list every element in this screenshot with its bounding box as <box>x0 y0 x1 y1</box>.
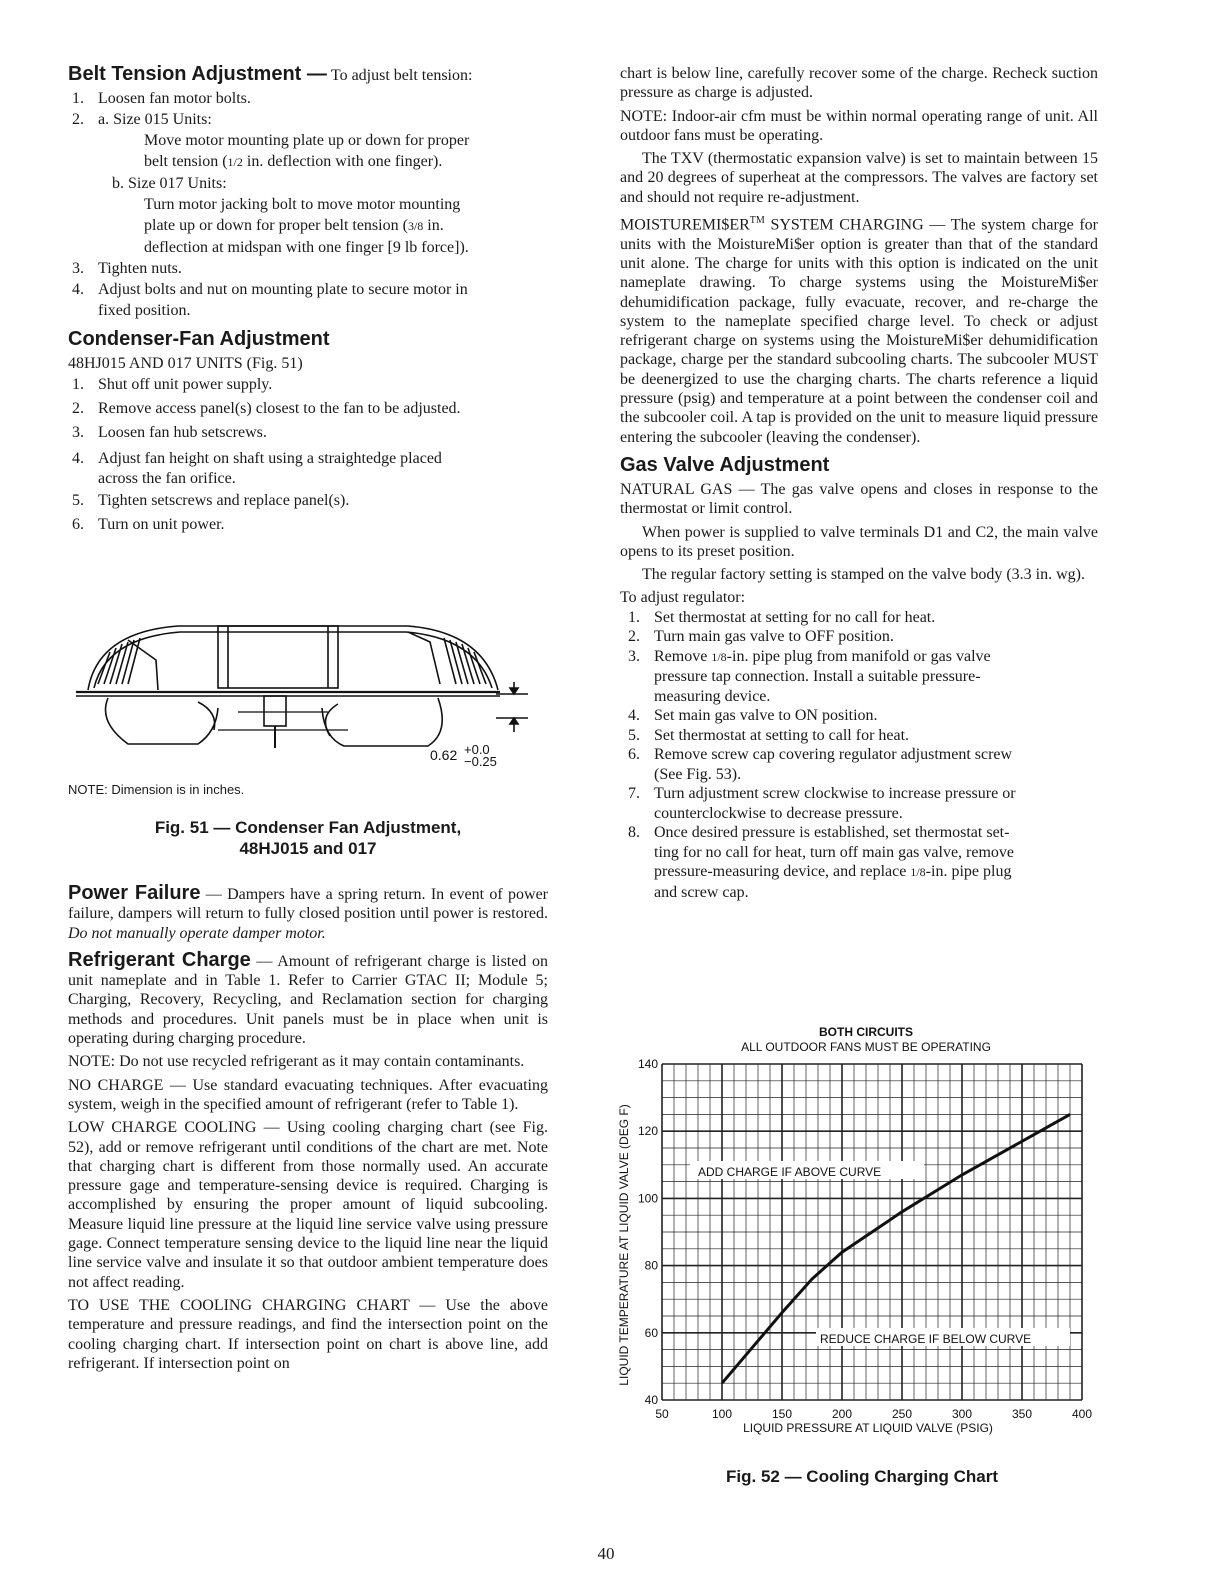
left-lower-text <box>68 884 548 1377</box>
fig51-caption-line1: Fig. 51 — Condenser Fan Adjustment, <box>154 818 462 837</box>
belt-step-4a: Adjust bolts and nut on mounting plate to secure motor in <box>98 281 468 298</box>
belt-step-2a-text1: Move motor mounting plate up or down for proper <box>144 132 470 149</box>
y-tick-label: 80 <box>644 1258 658 1273</box>
fraction-eighth-2: 1/8 <box>910 865 926 880</box>
fraction-half: 1/2 <box>227 155 243 169</box>
chart-ylabel: LIQUID TEMPERATURE AT LIQUID VALVE (DEG F) <box>617 1104 631 1386</box>
x-tick-label: 350 <box>1011 1407 1033 1421</box>
low-charge-paragraph: LOW CHARGE COOLING — Using cooling charging chart (see Fig. 52), add or remove refrigerant until conditions of the chart are met. Note that charging chart is different from those normally used. An accurate pressure gage and temperature-sensing device is required. Charging is accomplished by ensuring the proper amount of liquid subcooling. Measure liquid line pressure at the liquid line service valve using pressure gage. Connect temperature sensing device to the liquid line near the liquid line service valve and insulate it so that outdoor ambient temperature does not affect reading. <box>68 1119 548 1291</box>
belt-tension-intro: To adjust belt tension: <box>330 67 473 84</box>
condenser-fan-section <box>68 327 548 536</box>
to-use-chart-paragraph: TO USE THE COOLING CHARGING CHART — Use the above temperature and pressure readings, and find the intersection point on the cooling charging chart. If intersection point on chart is above line, add refrigerant. If intersection point on <box>68 1296 548 1372</box>
valve-power-paragraph: When power is supplied to valve terminals D1 and C2, the main valve opens to its preset position. <box>620 523 1098 560</box>
belt-step-2b-text3: in. <box>423 217 444 234</box>
gas-step-3a: Remove <box>654 647 712 665</box>
condenser-step-4b: across the fan orifice. <box>98 470 236 488</box>
right-continuation: chart is below line, carefully recover some of the charge. Recheck suction pressure as charge is adjusted. <box>620 65 1098 102</box>
gas-valve-heading: Gas Valve Adjustment <box>620 453 830 476</box>
gas-step-8e: and screw cap. <box>654 883 749 901</box>
y-tick-label: 100 <box>637 1191 658 1206</box>
power-failure-paragraph <box>68 884 548 943</box>
y-tick-label: 140 <box>637 1057 658 1071</box>
indoor-air-note: NOTE: Indoor-air cfm must be within normal operating range of unit. All outdoor fans must be operating. <box>620 107 1098 144</box>
trademark-mark: TM <box>749 215 765 227</box>
y-tick-label: 60 <box>644 1325 658 1340</box>
gas-step-1: Set thermostat at setting for no call for heat. <box>654 608 936 626</box>
natural-gas-paragraph: NATURAL GAS — The gas valve opens and closes in response to the thermostat or limit control. <box>620 480 1098 518</box>
gas-step-6a: Remove screw cap covering regulator adjustment screw <box>654 746 1013 764</box>
moisturemiser-paragraph <box>620 211 1098 447</box>
condenser-step-3: Loosen fan hub setscrews. <box>98 424 267 442</box>
condenser-step-2: Remove access panel(s) closest to the fan to be adjusted. <box>98 400 461 418</box>
x-tick-label: 150 <box>771 1407 793 1421</box>
y-tick-label: 120 <box>637 1124 658 1139</box>
belt-tension-heading: Belt Tension Adjustment — <box>68 63 327 85</box>
condenser-fan-subtitle: 48HJ015 AND 017 UNITS (Fig. 51) <box>68 355 303 372</box>
x-tick-label: 300 <box>951 1407 973 1421</box>
gas-step-8a: Once desired pressure is established, set thermostat set- <box>654 824 1010 842</box>
adjust-regulator-intro: To adjust regulator: <box>620 589 746 607</box>
fraction-three-eighths: 3/8 <box>407 219 424 233</box>
gas-step-2: Turn main gas valve to OFF position. <box>654 628 894 646</box>
condenser-step-6: Turn on unit power. <box>98 516 225 534</box>
condenser-step-5: Tighten setscrews and replace panel(s). <box>98 492 350 510</box>
power-failure-italic: Do not manually operate damper motor. <box>68 924 326 942</box>
gas-step-3c: pressure tap connection. Install a suitable pressure- <box>654 668 981 686</box>
belt-step-2b-text2: plate up or down for proper belt tension ( <box>144 217 408 234</box>
refrigerant-charge-dash: — <box>250 952 278 970</box>
x-tick-label: 200 <box>831 1407 853 1421</box>
fig51-note-block <box>68 782 548 859</box>
gas-step-8d: -in. pipe plug <box>925 863 1012 881</box>
gas-step-5: Set thermostat at setting to call for heat. <box>654 726 910 744</box>
left-column <box>68 60 548 536</box>
belt-step-2b-text1: Turn motor jacking bolt to move motor mounting <box>144 196 461 213</box>
fig52-caption: Fig. 52 — Cooling Charging Chart <box>726 1467 998 1486</box>
gas-step-3b: -in. pipe plug from manifold or gas valve <box>726 647 991 665</box>
x-tick-label: 50 <box>655 1407 669 1421</box>
belt-step-2b-label: b. Size 017 Units: <box>112 175 227 192</box>
cooling-charging-chart <box>612 1020 1112 1440</box>
power-failure-dash: — <box>200 886 228 903</box>
belt-step-4b: fixed position. <box>98 302 191 319</box>
belt-tension-section <box>68 62 548 321</box>
power-failure-text: Dampers have a spring return. In event of power failure, dampers will return to fully closed position until power is restored. <box>68 886 549 923</box>
y-tick-label: 40 <box>644 1393 658 1407</box>
refrigerant-charge-heading: Refrigerant Charge <box>68 948 251 971</box>
x-tick-label: 100 <box>711 1407 733 1421</box>
no-charge-paragraph: NO CHARGE — Use standard evacuating techniques. After evacuating system, weigh in the specified amount of refrigerant (refer to Table 1). <box>68 1076 548 1113</box>
fraction-eighth: 1/8 <box>711 649 727 664</box>
belt-step-1: Loosen fan motor bolts. <box>98 90 251 107</box>
belt-step-2a-text3: in. deflection with one finger). <box>242 153 443 170</box>
gas-steps: 1. Set thermostat at setting for no call for heat. 2. Turn main gas valve to OFF position. 3. Remove 1/8-in. pipe plug from manifold or gas valve pressure tap connection. Install a suitable pressure- measuring device. 4. Set main gas valve to ON position. 5. Set thermostat at setting to call for heat. 6. Remove screw cap covering regulator adjustment screw (See Fig. 53). 7. Turn adjustment screw clockwise to increase pressure or counterclockwise to decrease pressure. 8. Once desired pressure is established, set thermostat set- ting for no call for heat, turn off main gas valve, remove pressure-measuring device, and replace 1/8-in. pipe plug and screw cap. <box>628 608 1016 901</box>
condenser-fan-diagram <box>68 612 548 772</box>
txv-paragraph: The TXV (thermostatic expansion valve) is set to maintain between 15 and 20 degrees of superheat at the compressors. The valves are factory set and should not require re-adjustment. <box>620 150 1098 206</box>
x-tick-label: 250 <box>891 1407 913 1421</box>
factory-setting-paragraph: The regular factory setting is stamped on the valve body (3.3 in. wg). <box>642 566 1085 584</box>
recycled-note: NOTE: Do not use recycled refrigerant as it may contain contaminants. <box>68 1053 525 1071</box>
moisturemiser-lead: MOISTUREMI$ER <box>620 216 750 234</box>
add-charge-annotation: ADD CHARGE IF ABOVE CURVE <box>698 1165 882 1179</box>
chart-subtitle: ALL OUTDOOR FANS MUST BE OPERATING <box>741 1040 991 1054</box>
dimension-tolerance-minus: −0.25 <box>464 754 497 769</box>
dimension-value: 0.62 <box>430 747 458 763</box>
gas-step-7a: Turn adjustment screw clockwise to increase pressure or <box>654 785 1016 803</box>
belt-steps: 1. Loosen fan motor bolts. 2. a. Size 015 Units: Move motor mounting plate up or down for proper belt tension (1/2 in. deflection with one finger). b. Size 017 Units: Turn motor jacking bolt to move motor mounting plate up or down for proper belt tension (3/8 in. deflection at midspan with one finger [9 lb force]). 3. Tighten nuts. 4. Adjust bolts and nut on mounting plate to secure motor in fixed position. <box>72 90 470 319</box>
condenser-step-1: Shut off unit power supply. <box>98 376 273 394</box>
gas-step-6b: (See Fig. 53). <box>654 765 742 783</box>
gas-step-4: Set main gas valve to ON position. <box>654 707 878 725</box>
right-column <box>620 64 1098 902</box>
gas-step-8c: pressure-measuring device, and replace <box>654 863 911 881</box>
chart-title: BOTH CIRCUITS <box>819 1025 913 1039</box>
reduce-charge-annotation: REDUCE CHARGE IF BELOW CURVE <box>820 1332 1032 1346</box>
x-tick-label: 400 <box>1071 1407 1093 1421</box>
page-number: 40 <box>597 1544 615 1563</box>
gas-step-3d: measuring device. <box>654 687 771 705</box>
power-failure-heading: Power Failure <box>68 882 201 904</box>
condenser-step-4a: Adjust fan height on shaft using a straightedge placed <box>98 450 442 468</box>
fig51-note: NOTE: Dimension is in inches. <box>68 782 245 797</box>
fig51-caption-line2: 48HJ015 and 017 <box>239 839 377 858</box>
belt-step-3: Tighten nuts. <box>98 260 182 277</box>
belt-step-2a-label: a. Size 015 Units: <box>98 111 212 128</box>
belt-step-2a-text2: belt tension ( <box>144 153 228 170</box>
dimension-tolerance-plus: +0.0 <box>464 742 490 757</box>
refrigerant-charge-paragraph <box>68 948 548 1048</box>
condenser-fan-heading: Condenser-Fan Adjustment <box>68 328 330 350</box>
moisturemiser-text: SYSTEM CHARGING — The system charge for units with the MoistureMi$er option is greater than that of the standard unit alone. The charge for units with this option is indicated on the unit nameplate drawing. To charge systems using the MoistureMi$er dehumidification package, fully evacuate, recover, and re-charge the system to the nameplate specified charge level. To check or adjust refrigerant charge on systems using the MoistureMi$er dehumidification package, charge per the standard subcooling charts. The subcooler MUST be deenergized to use the charging charts. The charts reference a liquid pressure (psig) and temperature at a point between the condenser coil and the subcooler coil. A tap is provided on the unit to measure liquid pressure entering the subcooler (leaving the condenser). <box>620 216 1098 446</box>
gas-step-8b: ting for no call for heat, turn off main gas valve, remove <box>654 843 1015 861</box>
gas-step-7b: counterclockwise to decrease pressure. <box>654 804 903 822</box>
condenser-steps: 1. Shut off unit power supply. 2. Remove access panel(s) closest to the fan to be adjusted. 3. Loosen fan hub setscrews. 4. Adjust fan height on shaft using a straightedge placed across the fan orifice. 5. Tighten setscrews and replace panel(s). 6. Turn on unit power. <box>72 376 461 534</box>
chart-xlabel: LIQUID PRESSURE AT LIQUID VALVE (PSIG) <box>743 1421 993 1435</box>
belt-step-2b-text4: deflection at midspan with one finger [9 lb force]). <box>144 239 469 256</box>
refrigerant-charge-text: Amount of refrigerant charge is listed on unit nameplate and in Table 1. Refer to Carrier GTAC II; Module 5; Charging, Recovery, Recycling, and Reclamation section for charging methods and procedures. Unit panels must be in place when unit is operating during charging procedure. <box>68 952 548 1048</box>
